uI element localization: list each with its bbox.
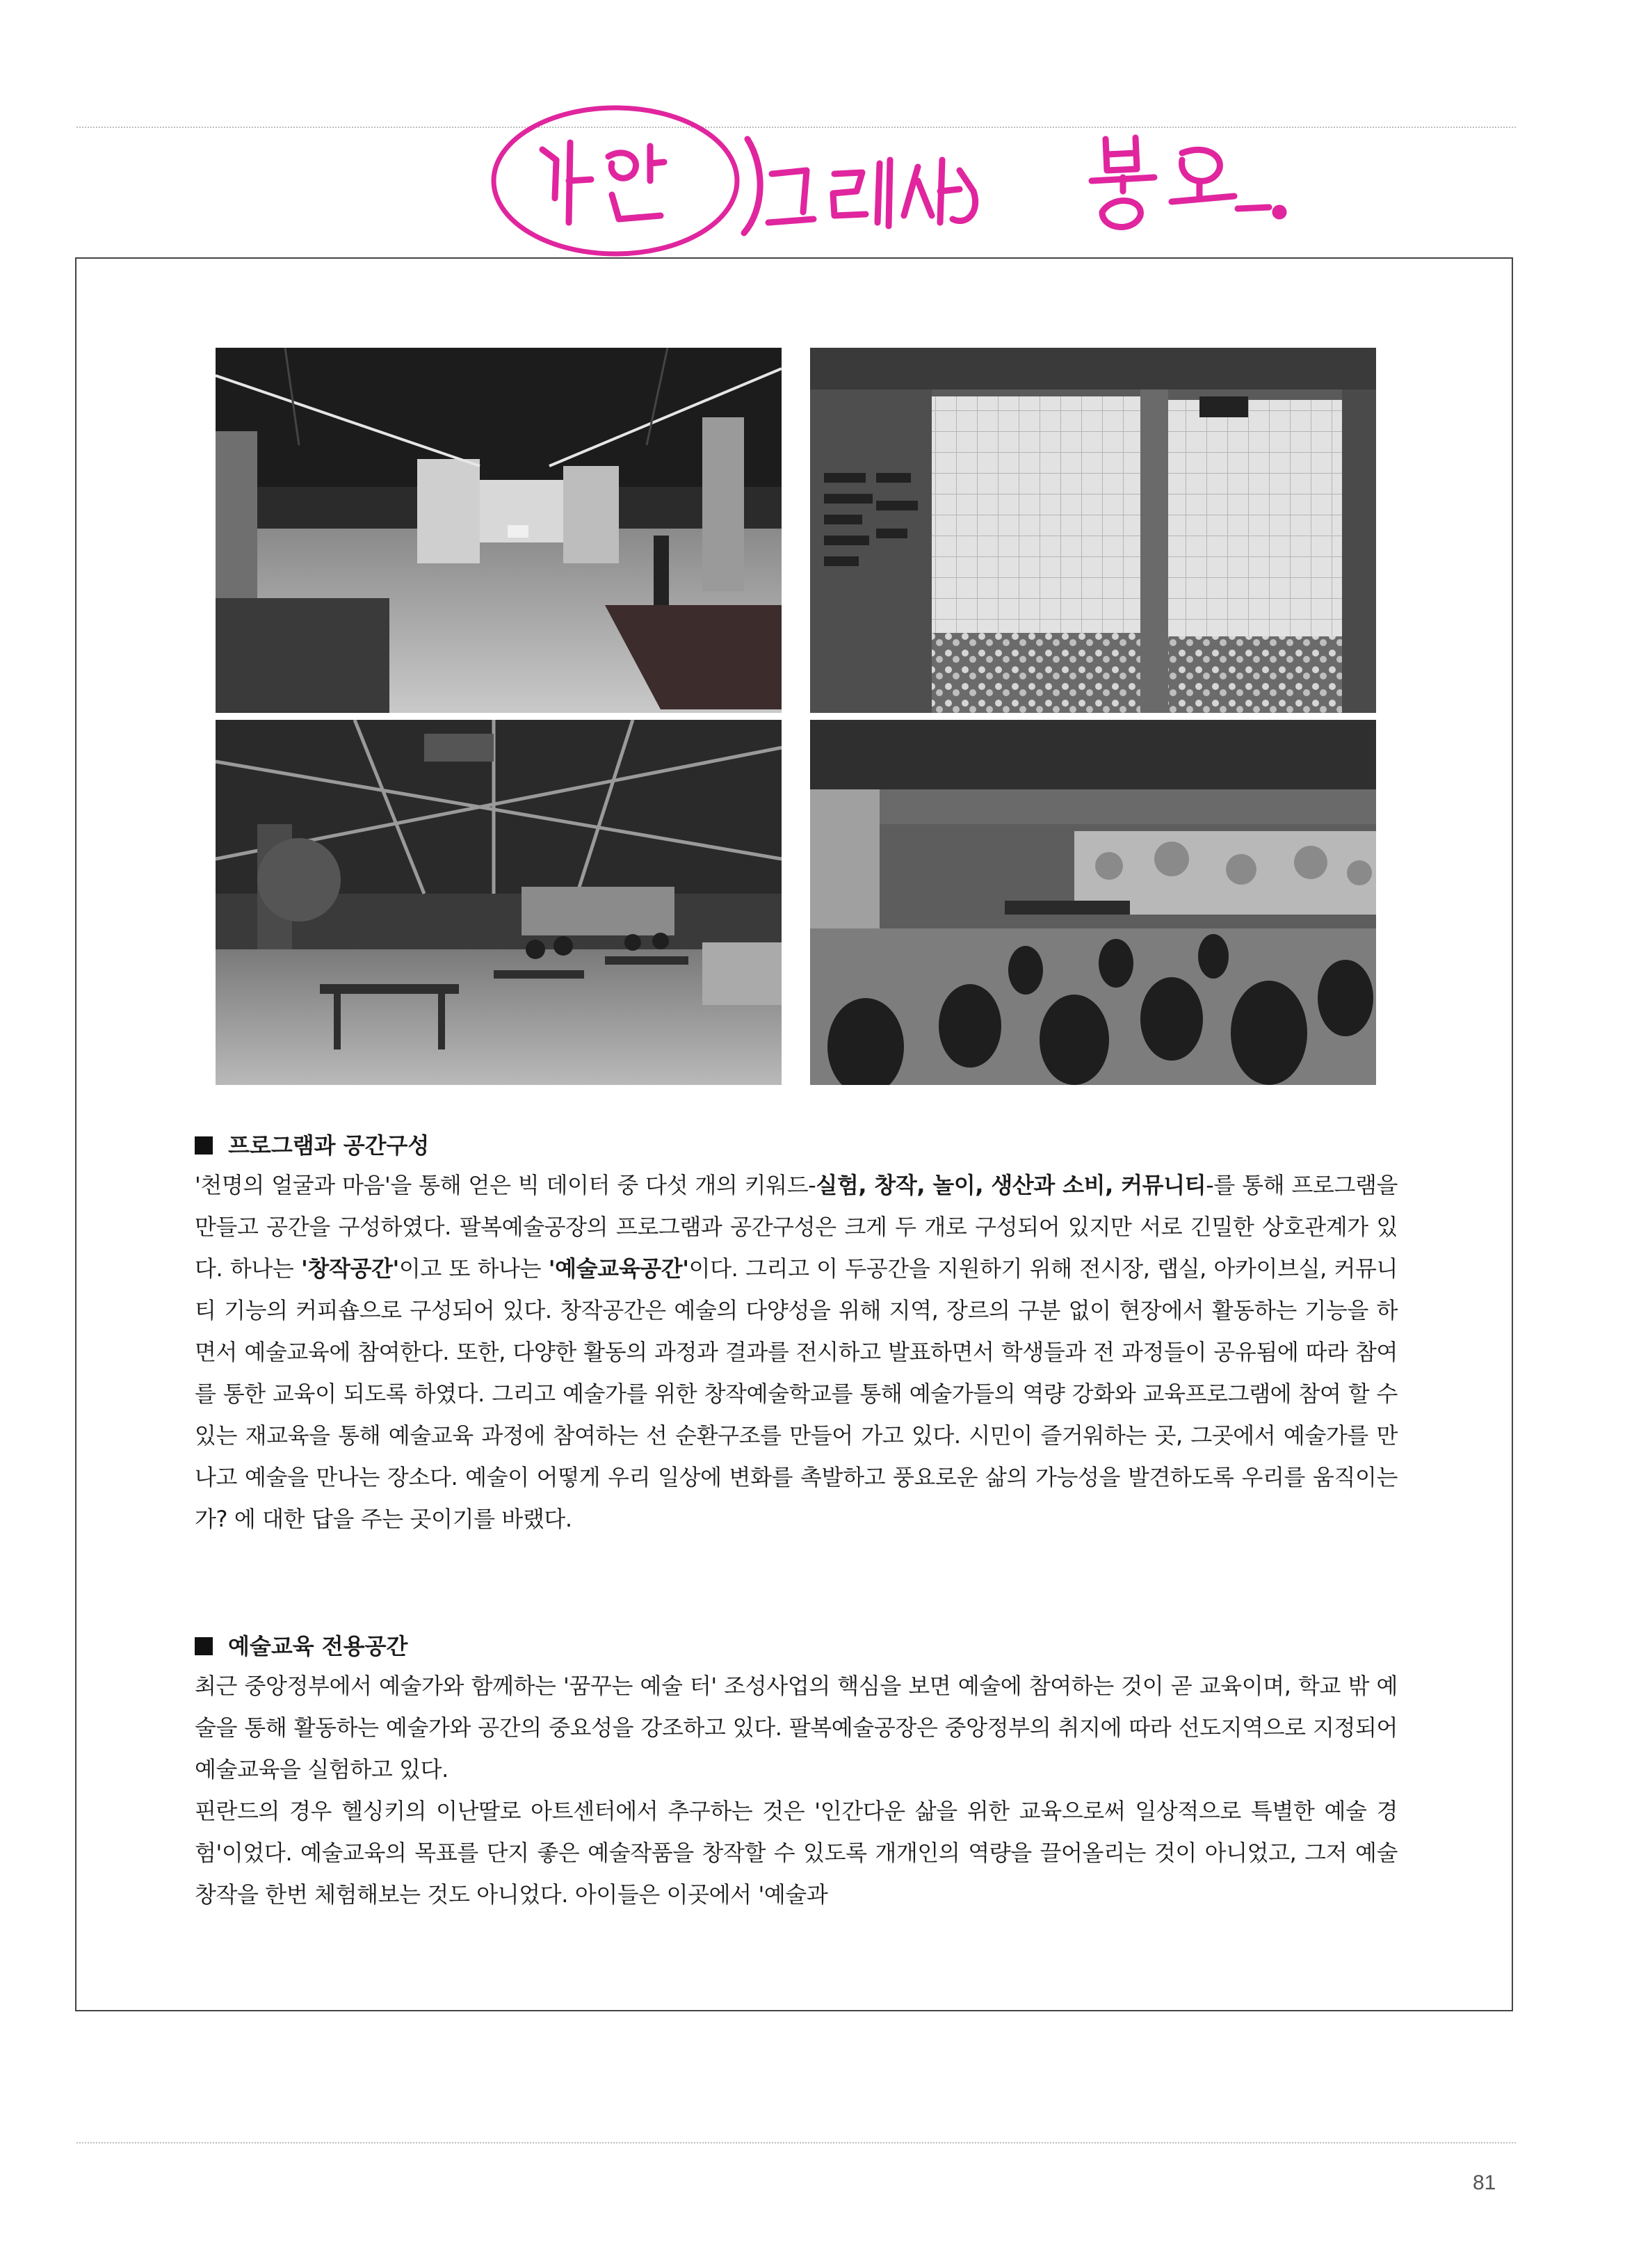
paragraph-text: -를 통해 프로그램을 만들고 공간을 구성하였다. 팔복예술공장의 프로그램과 공간구성은 크게 두 개로 구성되어 있지만 서로 긴밀한 상호관계가 있다. 하나는 [195, 1172, 1398, 1282]
section-paragraph: 최근 중앙정부에서 예술가와 함께하는 '꿈꾸는 예술 터' 조성사업의 핵심을 보면 예술에 참여하는 것이 곧 교육이며, 학교 밖 예술을 통해 활동하는 예술가와 공간의 중요성을 강조하고 있다. 팔복예술공장은 중앙정부의 취지에 따라 선도지역으로 지정되어 예술교육을 실험하고 있다. [195, 1673, 1398, 1783]
hand-period [1275, 208, 1284, 216]
section-art-education-space [195, 1627, 1398, 1915]
handwritten-annotation [487, 77, 1405, 264]
handwriting-svg [487, 77, 1405, 264]
section-heading-text: 예술교육 전용공간 [228, 1633, 408, 1659]
photo-cafe-space [216, 720, 782, 1085]
hand-paren [744, 139, 760, 233]
paragraph-text: 이고 또 하나는 [398, 1255, 549, 1282]
section-program-and-space [195, 1127, 1398, 1540]
section-heading [195, 1127, 1398, 1164]
annotation-circle [494, 108, 737, 254]
paragraph-text: 이다. 그리고 이 두공간을 지원하기 위해 전시장, 랩실, 아카이브실, 커뮤니티 기능의 커피숍으로 구성되어 있다. 창작공간은 예술의 다양성을 위해 지역, 장르의 구분 없이 현장에서 활동하는 기능을 하면서 예술교육에 참여한다. 또한, 다양한 활동의 과정과 결과를 전시하고 발표하면서 학생들과 전 과정들이 공유됨에 따라 참여를 통한 교육이 되도록 하였다. 그리고 예술가를 위한 창작예술학교를 통해 예술가들의 역량 강화와 교육프로그램에 참여 할 수 있는 재교육을 통해 예술교육 과정에 참여하는 선 순환구조를 만들어 가고 있다. 시민이 즐거워하는 곳, 그곳에서 예술가를 만나고 예술을 만나는 장소다. 예술이 어떻게 우리 일상에 변화를 촉발하고 풍요로운 삶의 가능성을 발견하도록 우리를 움직이는가? 에 대한 답을 주는 곳이기를 바랬다. [195, 1255, 1398, 1532]
photo-exhibition-hall [216, 348, 782, 713]
section-paragraph: 핀란드의 경우 헬싱키의 이난딸로 아트센터에서 추구하는 것은 '인간다운 삶을 위한 교육으로써 일상적으로 특별한 예술 경험'이었다. 예술교육의 목표를 단지 좋은 예술작품을 창작할 수 있도록 개개인의 역량을 끌어올리는 것이 아니었고, 그저 예술창작을 한번 체험해보는 것도 아니었다. 아이들은 이곳에서 '예술과 [195, 1798, 1398, 1908]
photo-exhibition-hall-svg [216, 348, 782, 713]
photo-seminar-svg [810, 720, 1376, 1085]
art-education-space-emphasis: '예술교육공간' [548, 1255, 689, 1282]
section-heading-text: 프로그램과 공간구성 [228, 1132, 430, 1159]
photo-tiled-rooms-svg [810, 348, 1376, 713]
hand-glyph-3 [768, 170, 814, 223]
hand-glyph-7 [1172, 150, 1234, 202]
heading-bullet-icon [195, 1637, 213, 1655]
photo-cafe-space-svg [216, 720, 782, 1085]
photo-tiled-rooms [810, 348, 1376, 713]
paragraph-text: '천명의 얼굴과 마음'을 통해 얻은 빅 데이터 중 다섯 개의 키워드- [195, 1172, 816, 1198]
hand-glyph-1 [542, 143, 591, 223]
creative-space-emphasis: '창작공간' [301, 1255, 399, 1282]
hand-glyph-4 [833, 160, 890, 226]
hand-dash [1238, 207, 1269, 209]
section-heading [195, 1627, 1398, 1665]
heading-bullet-icon [195, 1136, 213, 1155]
hand-glyph-2 [608, 146, 664, 219]
photo-seminar [810, 720, 1376, 1085]
page-number: 81 [1473, 2171, 1496, 2194]
hand-glyph-6 [1092, 138, 1154, 227]
keywords-emphasis: 실험, 창작, 놀이, 생산과 소비, 커뮤니티 [816, 1172, 1206, 1198]
bottom-rule [76, 2142, 1516, 2144]
hand-glyph-5 [904, 160, 976, 223]
section-paragraph [195, 1164, 1398, 1540]
